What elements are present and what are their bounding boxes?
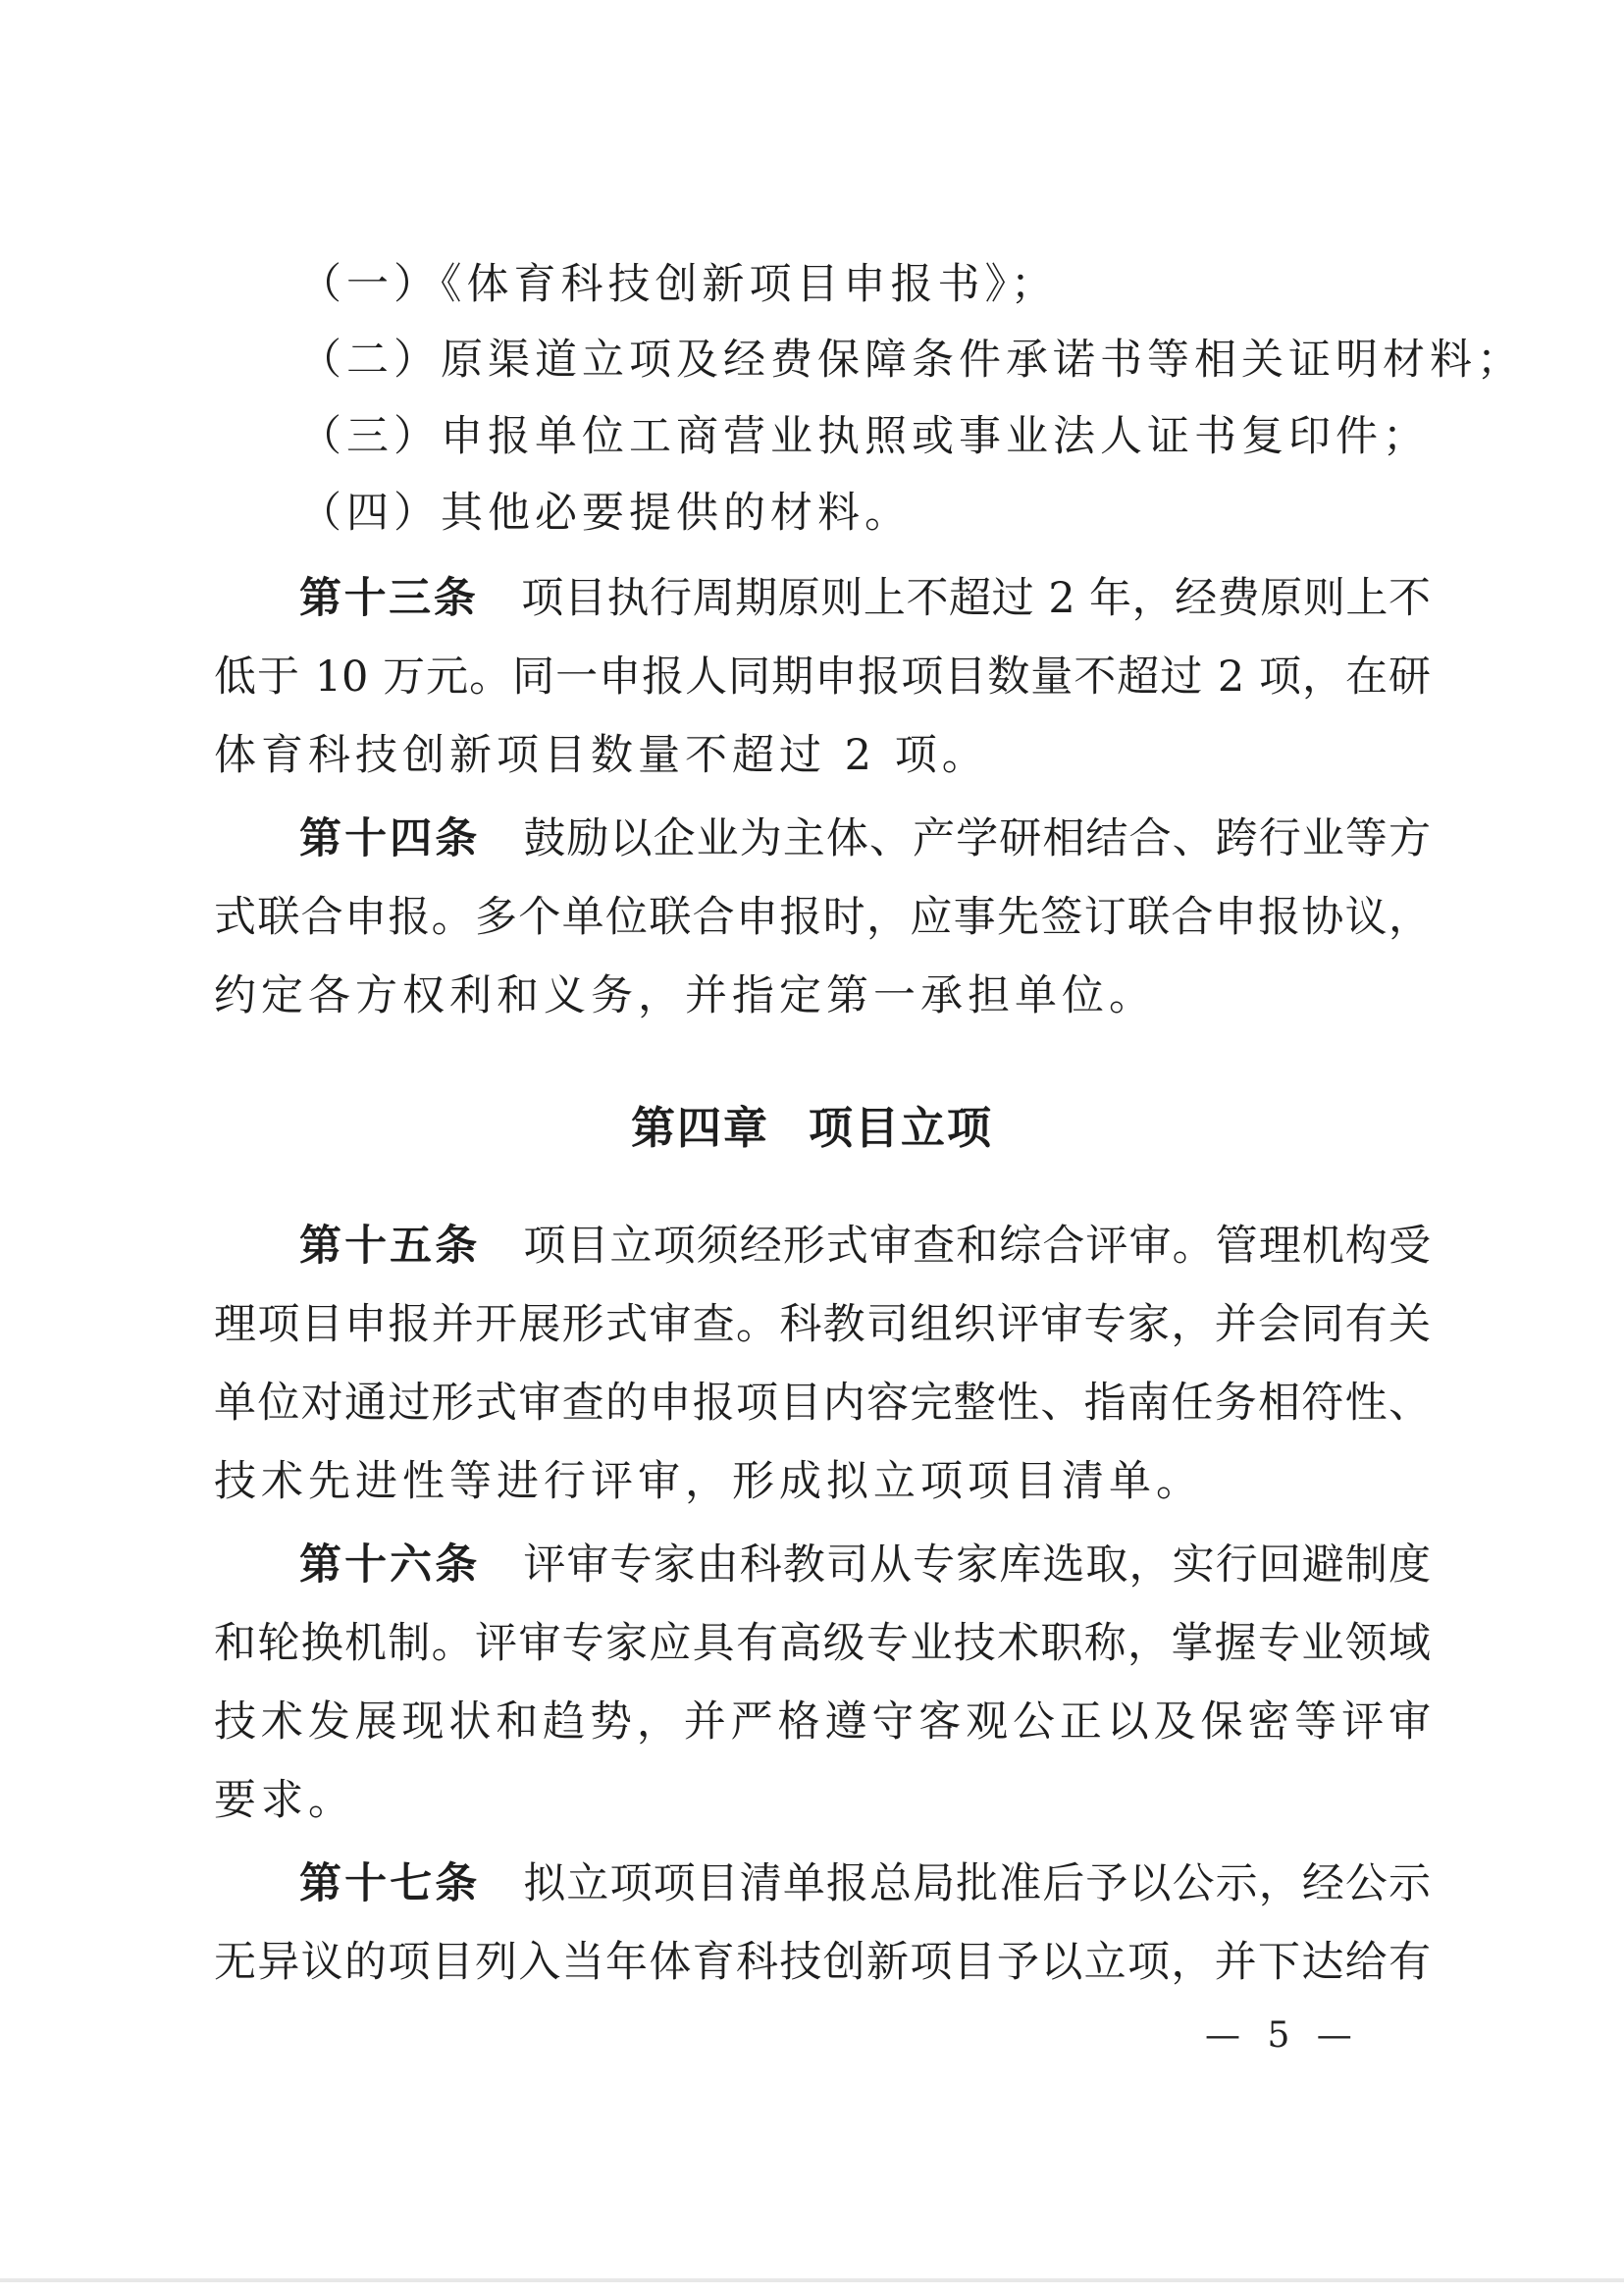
article-13-text: 项目执行周期原则上不超过 2 年，经费原则上不 xyxy=(521,574,1432,623)
article-17-line xyxy=(299,1845,1431,1923)
article-17-line: 无异议的项目列入当年体育科技创新项目予以立项，并下达给有 xyxy=(214,1938,1431,1987)
chapter-title: 项目立项 xyxy=(809,1102,994,1154)
article-13-line: 低于 10 万元。同一申报人同期申报项目数量不超过 2 项，在研 xyxy=(214,652,1431,702)
article-14-heading: 第十四条 xyxy=(299,814,481,863)
list-item: （一）《体育科技创新项目申报书》； xyxy=(299,260,1058,309)
article-15-line: 技术先进性等进行评审，形成拟立项项目清单。 xyxy=(214,1457,1203,1506)
chapter-number: 第四章 xyxy=(630,1102,769,1154)
article-15-line: 理项目申报并开展形式审查。科教司组织评审专家，并会同有关 xyxy=(214,1300,1431,1349)
article-15-line: 单位对通过形式审查的申报项目内容完整性、指南任务相符性、 xyxy=(214,1379,1431,1428)
list-item: （二）原渠道立项及经费保障条件承诺书等相关证明材料； xyxy=(299,336,1524,385)
article-17-text: 拟立项项目清单报总局批准后予以公示，经公示 xyxy=(523,1859,1432,1908)
article-16-line: 技术发展现状和趋势，并严格遵守客观公正以及保密等评审 xyxy=(214,1697,1431,1747)
scan-edge-divider xyxy=(0,2278,1624,2282)
article-16-line xyxy=(299,1526,1431,1604)
article-16-text: 评审专家由科教司从专家库选取，实行回避制度 xyxy=(523,1540,1432,1590)
article-15-heading: 第十五条 xyxy=(299,1222,481,1271)
article-16-heading: 第十六条 xyxy=(299,1540,481,1590)
article-16-line: 和轮换机制。评审专家应具有高级专业技术职称，掌握专业领域 xyxy=(214,1619,1431,1668)
article-13-line: 体育科技创新项目数量不超过 2 项。 xyxy=(214,731,989,780)
article-17-heading: 第十七条 xyxy=(299,1859,481,1908)
list-item: （四）其他必要提供的材料。 xyxy=(299,489,912,538)
article-13-heading: 第十三条 xyxy=(299,574,479,623)
article-14-text: 鼓励以企业为主体、产学研相结合、跨行业等方 xyxy=(523,814,1432,863)
chapter-heading xyxy=(0,1089,1624,1168)
article-15-text: 项目立项须经形式审查和综合评审。管理机构受 xyxy=(523,1222,1432,1271)
list-item: （三）申报单位工商营业执照或事业法人证书复印件； xyxy=(299,412,1430,461)
article-14-line xyxy=(299,800,1431,878)
article-13-line xyxy=(299,559,1431,638)
article-14-line: 式联合申报。多个单位联合申报时，应事先签订联合申报协议， xyxy=(214,893,1431,942)
page-number: — 5 — xyxy=(1205,2015,1360,2056)
article-16-line: 要求。 xyxy=(214,1776,355,1825)
article-14-line: 约定各方权利和义务，并指定第一承担单位。 xyxy=(214,971,1156,1020)
article-15-line xyxy=(299,1207,1431,1285)
